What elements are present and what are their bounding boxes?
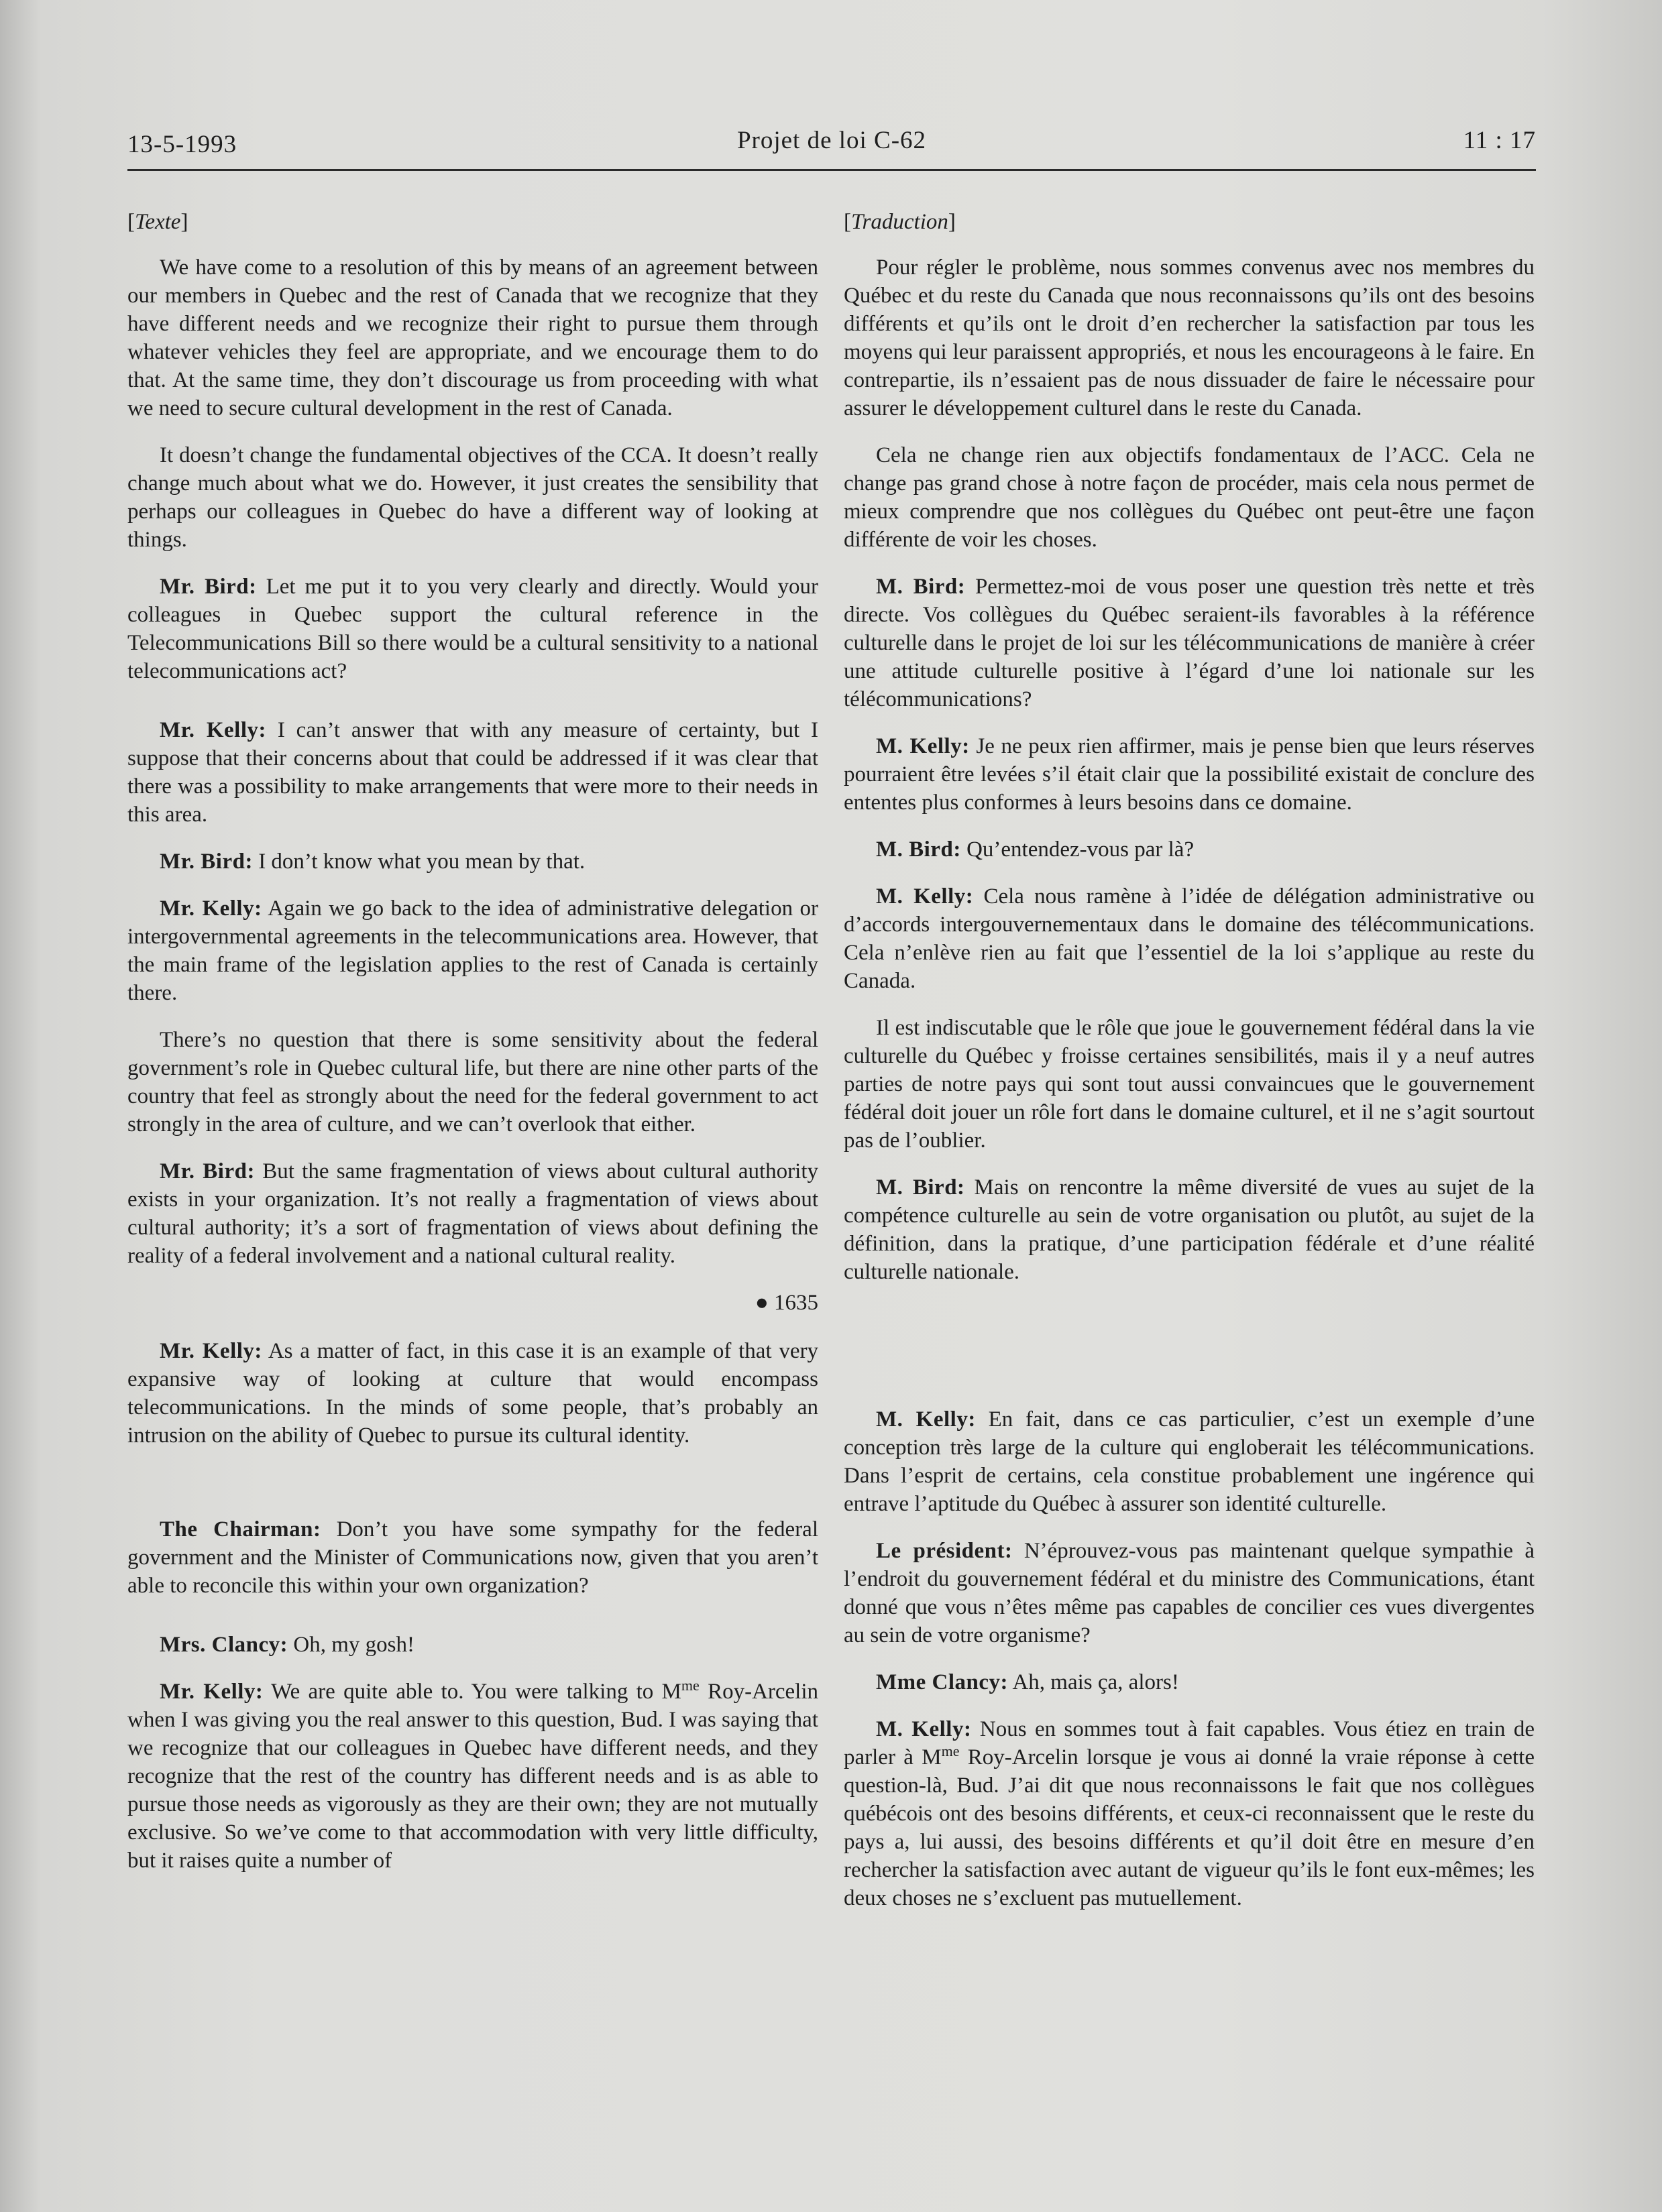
time-marker: ● 1635: [755, 1291, 818, 1315]
speaker-name: The Chairman:: [160, 1517, 321, 1541]
english-column: [127, 208, 818, 2179]
english-language-tag: [Texte]: [127, 210, 188, 234]
paragraph: It doesn’t change the fundamental objectives of the CCA. It doesn’t really change much about what we do. However, it just creates the sensibility that perhaps our colleagues in Quebec do have a different way of looking at things.: [127, 443, 818, 552]
speaker-name: M. Bird:: [876, 1175, 965, 1200]
speaker-name: Mr. Kelly:: [160, 896, 262, 921]
paragraph: M. Kelly: En fait, dans ce cas particulier, c’est un exemple d’une conception très large de la culture qui engloberait les télécommunications. Dans l’esprit de certains, cela constitue probablement une ingérence qui entrave l’aptitude du Québec à assurer son identité culturelle.: [844, 1407, 1535, 1516]
header-title: Projet de loi C-62: [736, 127, 927, 154]
english-section-1: [127, 253, 818, 1270]
paragraph: Mr. Bird: Let me put it to you very clearly and directly. Would your colleagues in Quebec support the cultural reference in the Telecommunications Bill so there would be a cultural sensitivity to a national telecommunications act?: [127, 575, 818, 683]
speaker-name: Mrs. Clancy:: [160, 1633, 288, 1657]
french-language-tag: [Traduction]: [844, 210, 956, 234]
paragraph: Mr. Bird: But the same fragmentation of views about cultural authority exists in your organization. It’s not really a fragmentation of views about cultural authority; it’s a sort of fragmentation of views about defining the reality of a federal involvement and a national cultural reality.: [127, 1159, 819, 1268]
paragraph: There’s no question that there is some sensitivity about the federal government’s role in Quebec cultural life, but there are nine other parts of the country that feel as strongly about the need for the federal government to act strongly in the area of culture, and we can’t overlook that either.: [127, 1028, 818, 1137]
header-page-number: 11 : 17: [1463, 127, 1536, 154]
speaker-name: M. Kelly:: [876, 884, 974, 909]
paragraph: We have come to a resolution of this by means of an agreement between our members in Quebec and the rest of Canada that we recognize that they have different needs and we recognize their right to pursue them through whatever vehicles they feel are appropriate, and we encourage them to do that. At the same time, they don’t discourage us from proceeding with what we need to secure cultural development in the rest of Canada.: [127, 255, 818, 420]
speaker-name: M. Bird:: [876, 837, 961, 862]
speaker-name: Mr. Bird:: [160, 575, 257, 599]
french-column: [844, 208, 1535, 2179]
speaker-name: M. Bird:: [876, 575, 966, 599]
paragraph: Mme Clancy: Ah, mais ça, alors!: [876, 1670, 1179, 1694]
paragraph: Mr. Kelly: Again we go back to the idea of administrative delegation or intergovernmental agreements in the telecommunications area. However, that the main frame of the legislation applies to the rest of Canada is certainly there.: [127, 896, 819, 1005]
paragraph: Mr. Bird: I don’t know what you mean by that.: [160, 850, 586, 874]
french-section-2: [844, 1405, 1535, 1912]
speaker-name: Mr. Bird:: [160, 850, 253, 874]
speaker-name: Mr. Kelly:: [160, 718, 266, 742]
speaker-name: Mme Clancy:: [876, 1670, 1009, 1694]
speaker-name: Le président:: [876, 1539, 1013, 1563]
speaker-name: M. Kelly:: [876, 734, 970, 758]
speaker-name: Mr. Kelly:: [160, 1339, 262, 1363]
paragraph: Le président: N’éprouvez-vous pas maintenant quelque sympathie à l’endroit du gouvernement fédéral et du ministre des Communications, étant donné que vous n’êtes même pas capables de concilier ces vues divergentes au sein de votre organisme?: [844, 1539, 1535, 1647]
french-section-1: [844, 253, 1535, 1286]
speaker-name: Mr. Bird:: [160, 1159, 255, 1183]
paragraph: M. Bird: Mais on rencontre la même diversité de vues au sujet de la compétence culturelle au sein de votre organisation ou plutôt, au sujet de la définition, dans la pratique, d’une participation fédérale et d’une réalité culturelle nationale.: [844, 1175, 1535, 1284]
paragraph: M. Kelly: Je ne peux rien affirmer, mais je pense bien que leurs réserves pourraient être levées s’il était clair que la possibilité existait de conclure des ententes plus conformes à leurs besoins dans ce domaine.: [844, 734, 1535, 815]
paragraph: Mr. Kelly: As a matter of fact, in this case it is an example of that very expansive way of looking at culture that would encompass telecommunications. In the minds of some people, that’s probably an intrusion on the ability of Quebec to pursue its cultural identity.: [127, 1339, 818, 1448]
paragraph: M. Kelly: Nous en sommes tout à fait capables. Vous étiez en train de parler à $M^{me}$ Roy-Arcelin lorsque je vous ai donné la vraie réponse à cette question-là, Bud. J’ai dit que nous reconnaissons le fait que nos collègues québécois ont des besoins différents, et ceux-ci reconnaissent que le reste du pays a, lui aussi, des besoins différents et qu’il doit être en mesure d’en rechercher la satisfaction avec autant de vigueur qu’ils le font eux-mêmes; les deux choses ne s’excluent pas mutuellement.: [844, 1717, 1535, 1910]
english-section-2: [127, 1337, 818, 1875]
paragraph: M. Kelly: Cela nous ramène à l’idée de délégation administrative ou d’accords intergouvernementaux dans le domaine des télécommunications. Cela n’enlève rien au fait que l’essentiel de la loi s’applique au reste du Canada.: [844, 884, 1535, 993]
paragraph: Mr. Kelly: We are quite able to. You were talking to $M^{me}$ Roy-Arcelin when I was giving you the real answer to this question, Bud. I was saying that we recognize that our colleagues in Quebec have different needs, and they recognize that the rest of the country has different needs and is as able to pursue those needs as vigorously as they are their own; they are not mutually exclusive. So we’ve come to that accommodation with very little difficulty, but it raises quite a number of: [127, 1677, 819, 1873]
speaker-name: M. Kelly:: [876, 1407, 976, 1432]
paragraph: M. Bird: Permettez-moi de vous poser une question très nette et très directe. Vos collègues du Québec seraient-ils favorables à la référence culturelle dans le projet de loi sur les télécommunications de manière à créer une attitude culturelle positive à l’égard d’une loi nationale sur les télécommunications?: [844, 575, 1535, 711]
page-header: [127, 122, 1536, 171]
header-date: 13-5-1993: [127, 131, 237, 158]
paragraph: Il est indiscutable que le rôle que joue le gouvernement fédéral dans la vie culturelle du Québec y froisse certaines sensibilités, mais il y a neuf autres parties de notre pays qui sont tout aussi convaincues que le gouvernement fédéral doit jouer un rôle fort dans le domaine culturel, et il ne s’agit sourtout pas de l’oublier.: [844, 1016, 1535, 1153]
paragraph: Mrs. Clancy: Oh, my gosh!: [160, 1633, 414, 1657]
paragraph: M. Bird: Qu’entendez-vous par là?: [876, 837, 1195, 862]
paragraph: Cela ne change rien aux objectifs fondamentaux de l’ACC. Cela ne change pas grand chose à notre façon de procéder, mais cela nous permet de mieux comprendre que nos collègues du Québec ont peut-être une façon différente de voir les choses.: [844, 443, 1535, 552]
paragraph: The Chairman: Don’t you have some sympathy for the federal government and the Minister of Communications now, given that you aren’t able to reconcile this within your own organization?: [127, 1517, 818, 1598]
paragraph: Mr. Kelly: I can’t answer that with any measure of certainty, but I suppose that their concerns about that could be addressed if it was clear that there was a possibility to make arrangements that were more to their needs in this area.: [127, 718, 818, 827]
speaker-name: Mr. Kelly:: [160, 1680, 264, 1704]
paragraph: Pour régler le problème, nous sommes convenus avec nos membres du Québec et du reste du Canada que nous reconnaissons qu’ils ont des besoins différents et qu’ils ont le droit d’en rechercher la satisfaction par tous les moyens qui leur paraissent appropriés, et nous les encourageons à le faire. En contrepartie, ils n’essaient pas de nous dissuader de faire le nécessaire pour assurer le développement culturel dans le reste du Canada.: [844, 255, 1535, 420]
speaker-name: M. Kelly:: [876, 1717, 972, 1741]
